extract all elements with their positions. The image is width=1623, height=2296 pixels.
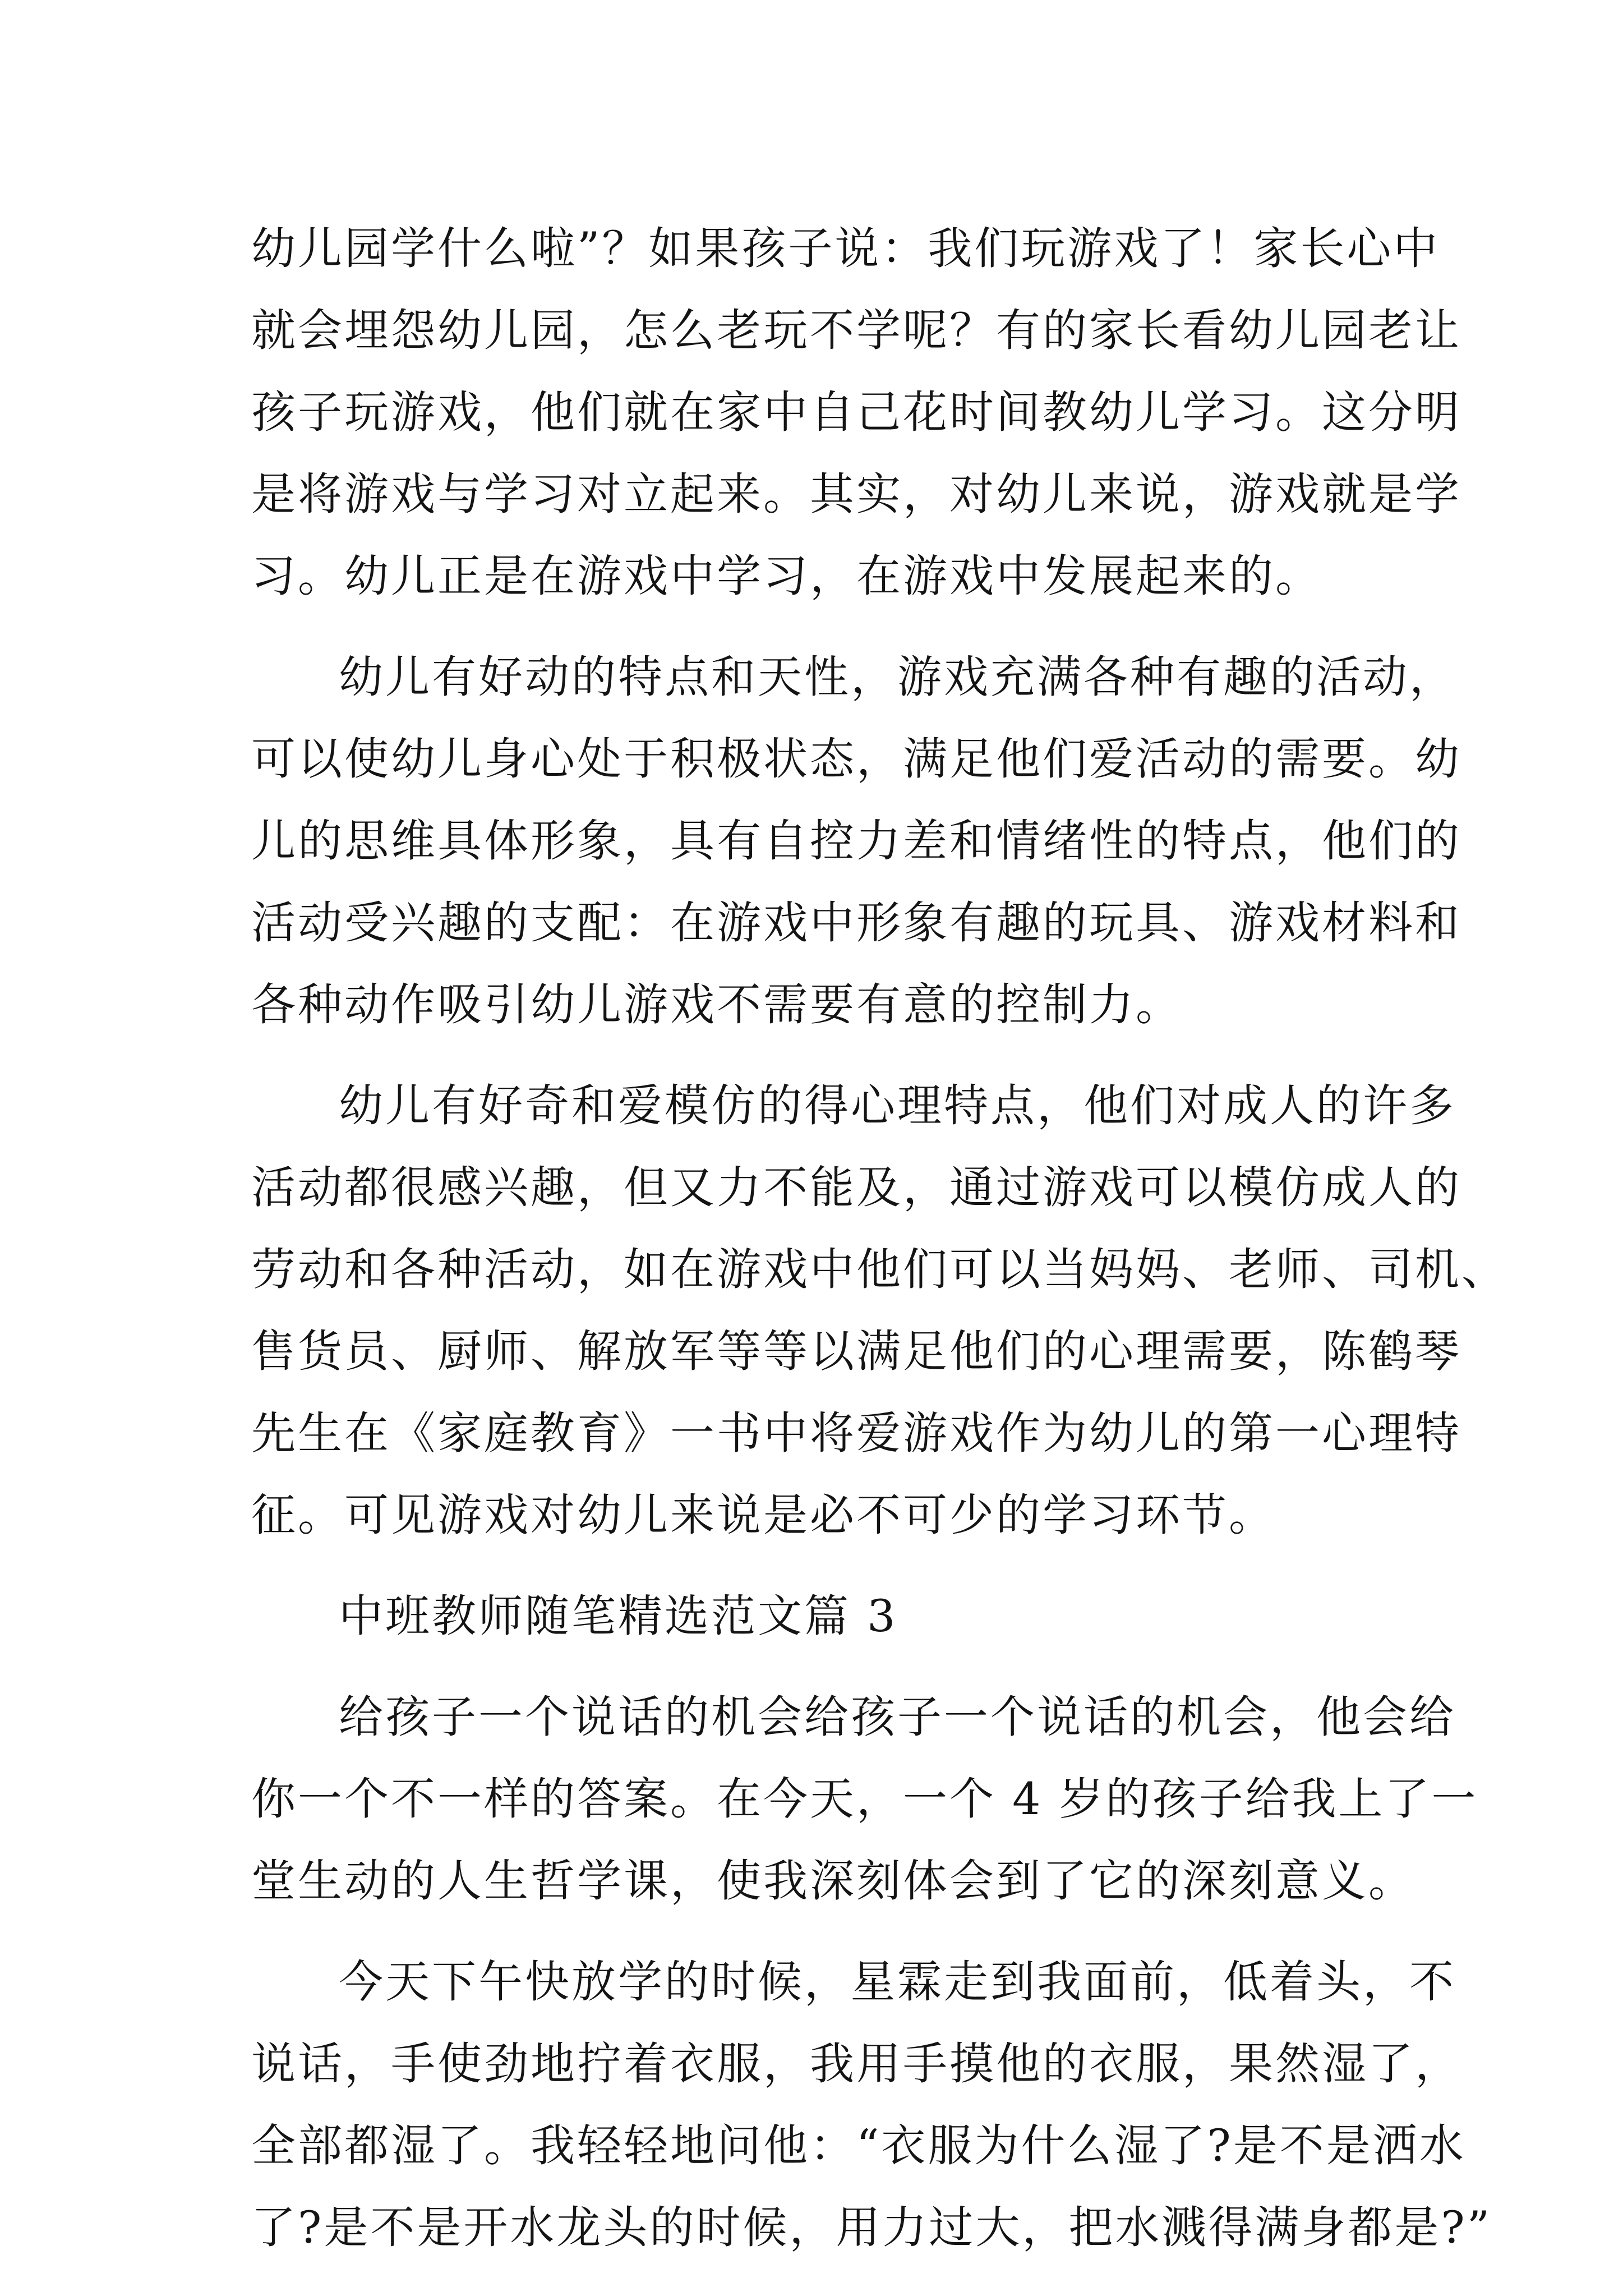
text-line: 全部都湿了。我轻轻地问他：“衣服为什么湿了?是不是洒水 [251,2120,1466,2171]
paragraph [251,1065,1508,1556]
text-line: 就会埋怨幼儿园，怎么老玩不学呢？有的家长看幼儿园老让 [251,305,1461,356]
paragraph-gap [251,617,1384,636]
paragraph-gap [251,1922,1384,1941]
document-body [251,208,1508,2269]
text-line: 习。幼儿正是在游戏中学习，在游戏中发展起来的。 [251,550,1322,602]
text-line: 先生在《家庭教育》一书中将爱游戏作为幼儿的第一心理特 [251,1407,1461,1459]
paragraph-gap [251,1046,1384,1065]
text-line: 你一个不一样的答案。在今天，一个 4 岁的孩子给我上了一 [251,1773,1478,1825]
text-line: 给孩子一个说话的机会给孩子一个说话的机会，他会给 [339,1691,1456,1743]
text-line: 是将游戏与学习对立起来。其实，对幼儿来说，游戏就是学 [251,468,1461,520]
heading-text: 中班教师随笔精选范文篇 3 [339,1590,898,1642]
section-heading [251,1575,1384,1657]
text-line: 了?是不是开水龙头的时候，用力过大，把水溅得满身都是?” [251,2202,1492,2253]
text-line: 孩子玩游戏，他们就在家中自己花时间教幼儿学习。这分明 [251,386,1461,438]
text-line: 幼儿园学什么啦”？如果孩子说：我们玩游戏了！家长心中 [251,223,1440,274]
paragraph [251,1941,1492,2269]
text-line: 幼儿有好动的特点和天性，游戏充满各种有趣的活动， [339,651,1456,703]
text-line: 活动都很感兴趣，但又力不能及，通过游戏可以模仿成人的 [251,1162,1461,1213]
text-line: 可以使幼儿身心处于积极状态，满足他们爱活动的需要。幼 [251,733,1461,785]
text-line: 劳动和各种活动，如在游戏中他们可以当妈妈、老师、司机、 [251,1244,1508,1295]
paragraph-gap [251,1657,1384,1676]
text-line: 征。可见游戏对幼儿来说是必不可少的学习环节。 [251,1489,1275,1541]
text-line: 今天下午快放学的时候，星霖走到我面前，低着头，不 [339,1956,1456,2008]
text-line: 各种动作吸引幼儿游戏不需要有意的控制力。 [251,979,1182,1030]
paragraph [251,1676,1478,1922]
text-line: 活动受兴趣的支配：在游戏中形象有趣的玩具、游戏材料和 [251,897,1461,949]
paragraph [251,208,1461,617]
paragraph [251,636,1461,1046]
text-line: 堂生动的人生哲学课，使我深刻体会到了它的深刻意义。 [251,1855,1415,1907]
text-line: 说话，手使劲地拧着衣服，我用手摸他的衣服，果然湿了， [251,2038,1461,2090]
text-line: 售货员、厨师、解放军等等以满足他们的心理需要，陈鹤琴 [251,1326,1461,1377]
text-line: 儿的思维具体形象，具有自控力差和情绪性的特点，他们的 [251,815,1461,867]
text-line: 幼儿有好奇和爱模仿的得心理特点，他们对成人的许多 [339,1080,1456,1131]
paragraph-gap [251,1556,1384,1575]
